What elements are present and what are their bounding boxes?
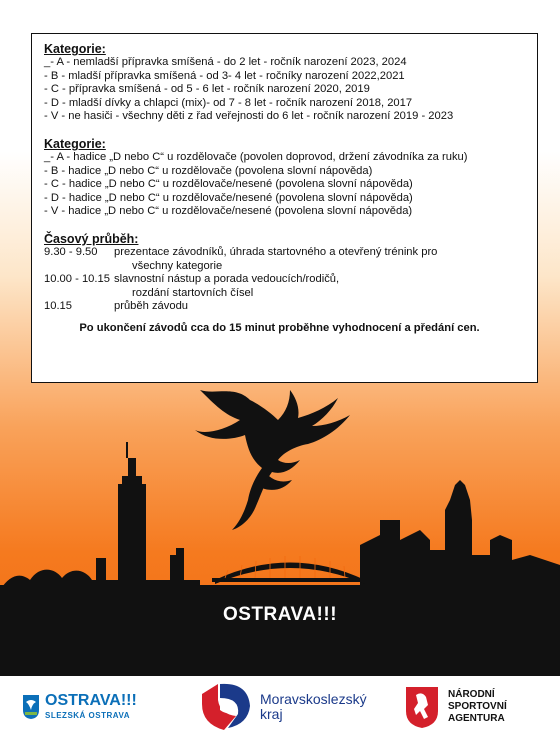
schedule-row (44, 246, 527, 260)
agency-logo-line1: NÁRODNÍ (448, 689, 495, 700)
schedule-desc-cont: všechny kategorie (132, 259, 223, 272)
skyline-silhouette (0, 380, 560, 690)
list-item: - D - hadice „D nebo C“ u rozdělovače/nesené (povolena slovní nápověda) (44, 191, 413, 204)
schedule-row (44, 300, 527, 314)
schedule-row (44, 273, 527, 287)
categories-age-list (44, 56, 527, 124)
ostrava-logo[interactable] (22, 693, 137, 720)
schedule-time: 10.15 (44, 300, 72, 313)
final-note: Po ukončení závodů cca do 15 minut proběhne vyhodnocení a předání cen. (79, 321, 480, 334)
schedule-desc: slavnostní nástup a porada vedoucích/rodičů, (114, 273, 340, 286)
region-logo[interactable] (198, 680, 367, 734)
schedule-heading: Časový průběh: (44, 231, 139, 246)
list-item: - C - přípravka smíšená - od 5 - 6 let - ročník narození 2020, 2019 (44, 83, 370, 96)
notice-box (31, 33, 538, 383)
agency-logo-line2: SPORTOVNÍ (448, 701, 507, 712)
list-item: - B - hadice „D nebo C“ u rozdělovače (povolena slovní nápověda) (44, 164, 373, 177)
ostrava-crest-icon (22, 694, 40, 720)
list-item: - D - mladší dívky a chlapci (mix)- od 7 - 8 let - ročník narození 2018, 2017 (44, 96, 413, 109)
agency-logo[interactable] (404, 685, 507, 729)
dragon-icon (195, 390, 350, 530)
region-logo-line1: Moravskoslezský (260, 691, 367, 707)
region-emblem-icon (198, 680, 254, 734)
schedule-time: 9.30 - 9.50 (44, 245, 98, 258)
list-item: - B - mladší přípravka smíšená - od 3- 4 let - ročníky narození 2022,2021 (44, 69, 405, 82)
agency-logo-line3: AGENTURA (448, 713, 505, 724)
categories-hose-list (44, 151, 527, 219)
schedule-list (44, 246, 527, 314)
list-item: - V - hadice „D nebo C“ u rozdělovače/nesené (povolena slovní nápověda) (44, 205, 413, 218)
list-item: _- A - nemladší přípravka smíšená - do 2 let - ročník narození 2023, 2024 (44, 56, 407, 68)
schedule-desc: prezentace závodníků, úhrada startovného a otevřený trénink pro (114, 245, 438, 258)
list-item: _- A - hadice „D nebo C“ u rozdělovače (povolen doprovod, držení závodníka za ruku) (44, 150, 468, 163)
schedule-time: 10.00 - 10.15 (44, 273, 110, 286)
categories-hose-heading: Kategorie: (44, 136, 106, 151)
list-item: - V - ne hasiči - všechny děti z řad veřejnosti do 6 let - ročník narození 2019 - 2023 (44, 110, 454, 123)
schedule-desc: průběh závodu (114, 300, 189, 313)
ostrava-logo-district: SLEZSKÁ OSTRAVA (45, 711, 130, 720)
city-banner-label: OSTRAVA!!! (222, 604, 338, 625)
region-logo-line2: kraj (260, 706, 283, 722)
schedule-desc-cont: rozdání startovních čísel (132, 286, 254, 299)
categories-age-heading: Kategorie: (44, 42, 106, 56)
list-item: - C - hadice „D nebo C“ u rozdělovače/nesené (povolena slovní nápověda) (44, 178, 413, 191)
czech-lion-crest-icon (404, 685, 440, 729)
ostrava-logo-name: OSTRAVA!!! (45, 692, 137, 709)
